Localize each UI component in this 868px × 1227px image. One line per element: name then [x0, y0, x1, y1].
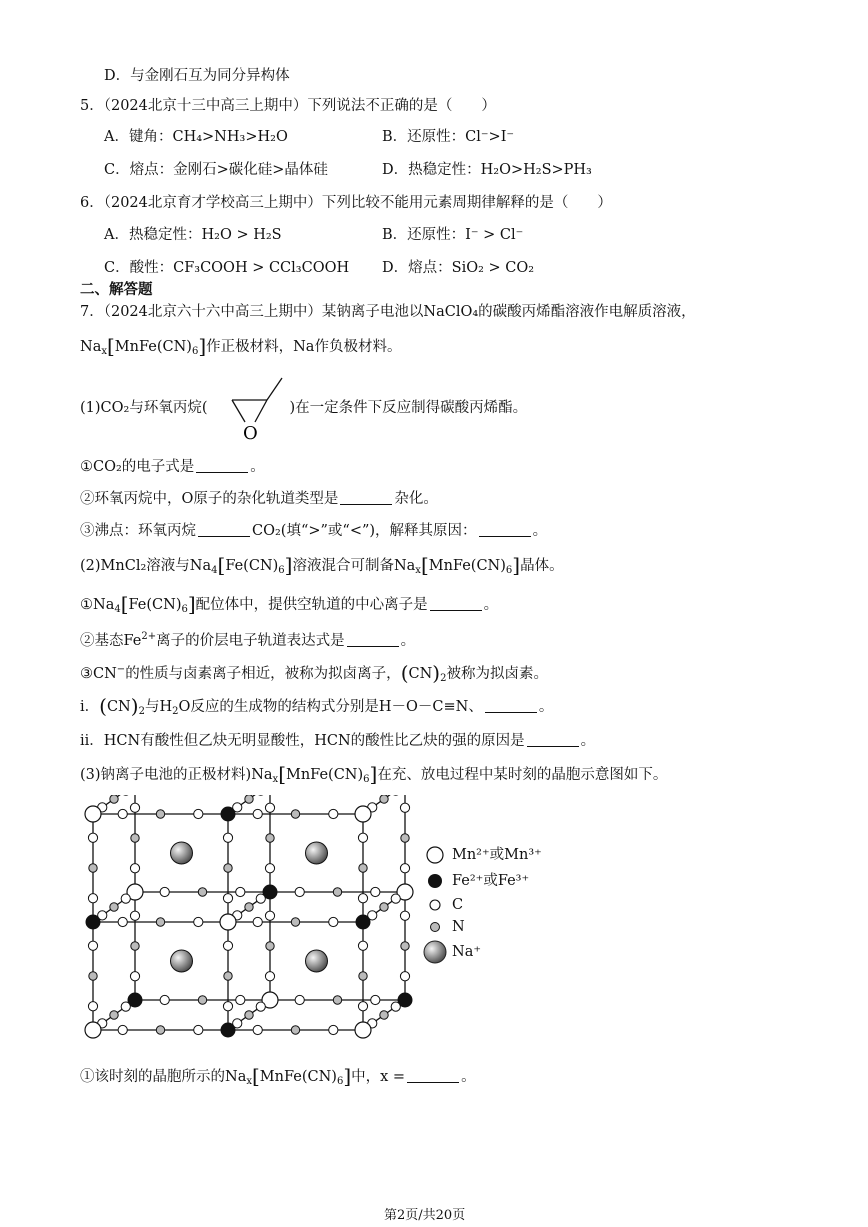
q6-option-c: C．酸性：CF₃COOH > CCl₃COOH: [104, 260, 350, 276]
atom-n: [333, 996, 341, 1004]
atom-n: [156, 918, 164, 926]
atom-c: [400, 972, 409, 981]
legend-fe-icon: [425, 869, 449, 893]
atom-c: [223, 1002, 232, 1011]
atom-c: [265, 864, 274, 873]
atom-c: [400, 911, 409, 920]
legend-n-icon: [425, 915, 449, 939]
atom-c: [256, 1002, 265, 1011]
legend-c-icon: [425, 893, 449, 917]
q6-option-a: A．热稳定性：H₂O > H₂S: [104, 227, 282, 243]
atom-c: [121, 894, 130, 903]
atom-c: [194, 809, 203, 818]
q7-part3: (3)钠离子电池的正极材料)$Na_x[MnFe(CN)_6]$在充、放电过程中某时刻的晶胞示意图如下。: [80, 762, 668, 786]
atom-c: [194, 917, 203, 926]
atom-c: [88, 1002, 97, 1011]
atom-n: [291, 1026, 299, 1034]
atom-c: [236, 995, 245, 1004]
legend-mn-icon: [425, 843, 449, 867]
epoxide-structure: [212, 372, 292, 444]
atom-c: [265, 911, 274, 920]
atom-na: [306, 950, 328, 972]
atom-c: [223, 941, 232, 950]
q7-part1: (1)CO₂与环氧丙烷( )在一定条件下反应制得碳酸丙烯酯。: [80, 400, 528, 416]
q7-intro-2: $Na_x[MnFe(CN)_6]$作正极材料，Na作负极材料。: [80, 334, 402, 358]
q5-option-d: D．热稳定性：H₂O>H₂S>PH₃: [382, 162, 592, 178]
legend-na-label: Na⁺: [452, 944, 481, 960]
atom-na: [306, 842, 328, 864]
atom-c: [118, 917, 127, 926]
atom-c: [329, 1025, 338, 1034]
atom-n: [89, 972, 97, 980]
atom-c: [88, 894, 97, 903]
atom-n: [266, 942, 274, 950]
atom-na: [171, 950, 193, 972]
atom-c: [391, 894, 400, 903]
legend-fe-label: Fe²⁺或Fe³⁺: [452, 873, 530, 889]
atom-n: [224, 864, 232, 872]
atom-n: [131, 942, 139, 950]
epoxide-oxygen-label: O: [243, 423, 258, 444]
q6-option-d: D．熔点：SiO₂ > CO₂: [382, 260, 535, 276]
atom-n: [380, 903, 388, 911]
atom-c: [130, 803, 139, 812]
atom-c: [265, 803, 274, 812]
atom-c: [121, 1002, 130, 1011]
atom-c: [256, 894, 265, 903]
q7-2-i: i．$(CN)_2$与$H_2O$反应的生成物的结构式分别是H－O－C≡N、 。: [80, 694, 554, 718]
q6-option-b: B．还原性：I⁻ > Cl⁻: [382, 227, 524, 243]
atom-n: [359, 972, 367, 980]
atom-c: [130, 972, 139, 981]
atom-c: [358, 941, 367, 950]
atom-c: [295, 887, 304, 896]
atom-n: [110, 795, 118, 803]
atom-c: [223, 894, 232, 903]
atom-fe: [221, 1023, 235, 1037]
atom-mn: [220, 914, 236, 930]
atom-n: [245, 1011, 253, 1019]
atom-c: [295, 995, 304, 1004]
atom-c: [88, 833, 97, 842]
q7-part2: (2)MnCl₂溶液与$Na_4[Fe(CN)_6]$溶液混合可制备$Na_x[MnFe(CN)_6]$晶体。: [80, 553, 564, 577]
atom-n: [291, 810, 299, 818]
q7-1-q2: ②环氧丙烷中，O原子的杂化轨道类型是 杂化。: [80, 491, 438, 507]
q7-2-q2: ②基态$Fe^{2+}$离子的价层电子轨道表达式是 。: [80, 631, 416, 649]
atom-n: [291, 918, 299, 926]
atom-c: [88, 941, 97, 950]
q5-option-c: C．熔点：金刚石>碳化硅>晶体硅: [104, 162, 328, 178]
atom-n: [198, 996, 206, 1004]
legend-mn-label: Mn²⁺或Mn³⁺: [452, 847, 542, 863]
atom-c: [329, 809, 338, 818]
atom-c: [400, 803, 409, 812]
atom-c: [358, 894, 367, 903]
atom-c: [130, 864, 139, 873]
atom-c: [118, 1025, 127, 1034]
atom-fe: [86, 915, 100, 929]
atom-c: [371, 887, 380, 896]
atom-c: [358, 1002, 367, 1011]
atom-n: [198, 888, 206, 896]
q7-intro: 7．（2024北京六十六中高三上期中）某钠离子电池以NaClO₄的碳酸丙烯酯溶液作电解质溶液，: [80, 304, 696, 320]
atom-c: [253, 1025, 262, 1034]
atom-n: [359, 864, 367, 872]
atom-n: [380, 1011, 388, 1019]
atom-fe: [356, 915, 370, 929]
q7-1-q3: ③沸点：环氧丙烷 CO₂(填“>”或“<”)，解释其原因： 。: [80, 523, 548, 539]
atom-c: [130, 911, 139, 920]
q7-2-q3: ③CN−的性质与卤素离子相近，被称为拟卤离子，$(CN)_2$被称为拟卤素。: [80, 661, 548, 685]
atom-c: [194, 1025, 203, 1034]
q4-option-d: D．与金刚石互为同分异构体: [104, 68, 290, 84]
q7-2-q1: $①Na_4[Fe(CN)_6]$配位体中，提供空轨道的中心离子是 。: [80, 592, 499, 616]
atom-n: [245, 903, 253, 911]
atom-n: [131, 834, 139, 842]
atom-c: [223, 833, 232, 842]
page-footer: 第2页/共20页: [384, 1208, 466, 1223]
atom-mn: [355, 806, 371, 822]
q7-2-ii: ii．HCN有酸性但乙炔无明显酸性，HCN的酸性比乙炔的强的原因是 。: [80, 733, 596, 749]
atom-c: [358, 833, 367, 842]
atom-c: [253, 917, 262, 926]
atom-n: [224, 972, 232, 980]
legend-n-label: N: [452, 919, 465, 935]
q5-stem: 5．（2024北京十三中高三上期中）下列说法不正确的是（ ）: [80, 98, 496, 114]
atom-c: [160, 995, 169, 1004]
legend-na-icon: [422, 938, 450, 966]
atom-mn: [355, 1022, 371, 1038]
atom-n: [401, 834, 409, 842]
atom-n: [266, 834, 274, 842]
atom-c: [329, 917, 338, 926]
atom-fe: [221, 807, 235, 821]
atom-n: [401, 942, 409, 950]
atom-n: [245, 795, 253, 803]
atom-n: [156, 810, 164, 818]
q6-stem: 6．（2024北京育才学校高三上期中）下列比较不能用元素周期律解释的是（ ）: [80, 195, 612, 211]
atom-n: [156, 1026, 164, 1034]
atom-na: [171, 842, 193, 864]
atom-c: [118, 809, 127, 818]
atom-c: [400, 864, 409, 873]
atom-c: [371, 995, 380, 1004]
atom-mn: [85, 1022, 101, 1038]
atom-c: [265, 972, 274, 981]
atom-n: [89, 864, 97, 872]
q7-1-q1: ①CO₂的电子式是 。: [80, 459, 265, 475]
atom-n: [333, 888, 341, 896]
atom-c: [160, 887, 169, 896]
atom-mn: [85, 806, 101, 822]
atom-n: [110, 1011, 118, 1019]
q5-option-a: A．键角：CH₄>NH₃>H₂O: [104, 129, 288, 145]
atom-n: [380, 795, 388, 803]
atom-c: [253, 809, 262, 818]
atom-c: [236, 887, 245, 896]
atom-n: [110, 903, 118, 911]
crystal-cell-diagram: [75, 795, 420, 1050]
q5-option-b: B．还原性：Cl⁻>I⁻: [382, 129, 515, 145]
q7-3-q1: ①该时刻的晶胞所示的$Na_x[MnFe(CN)_6]$中，x = 。: [80, 1064, 476, 1088]
atom-c: [391, 1002, 400, 1011]
legend-c-label: C: [452, 897, 464, 913]
section-heading: 二、解答题: [80, 281, 153, 298]
